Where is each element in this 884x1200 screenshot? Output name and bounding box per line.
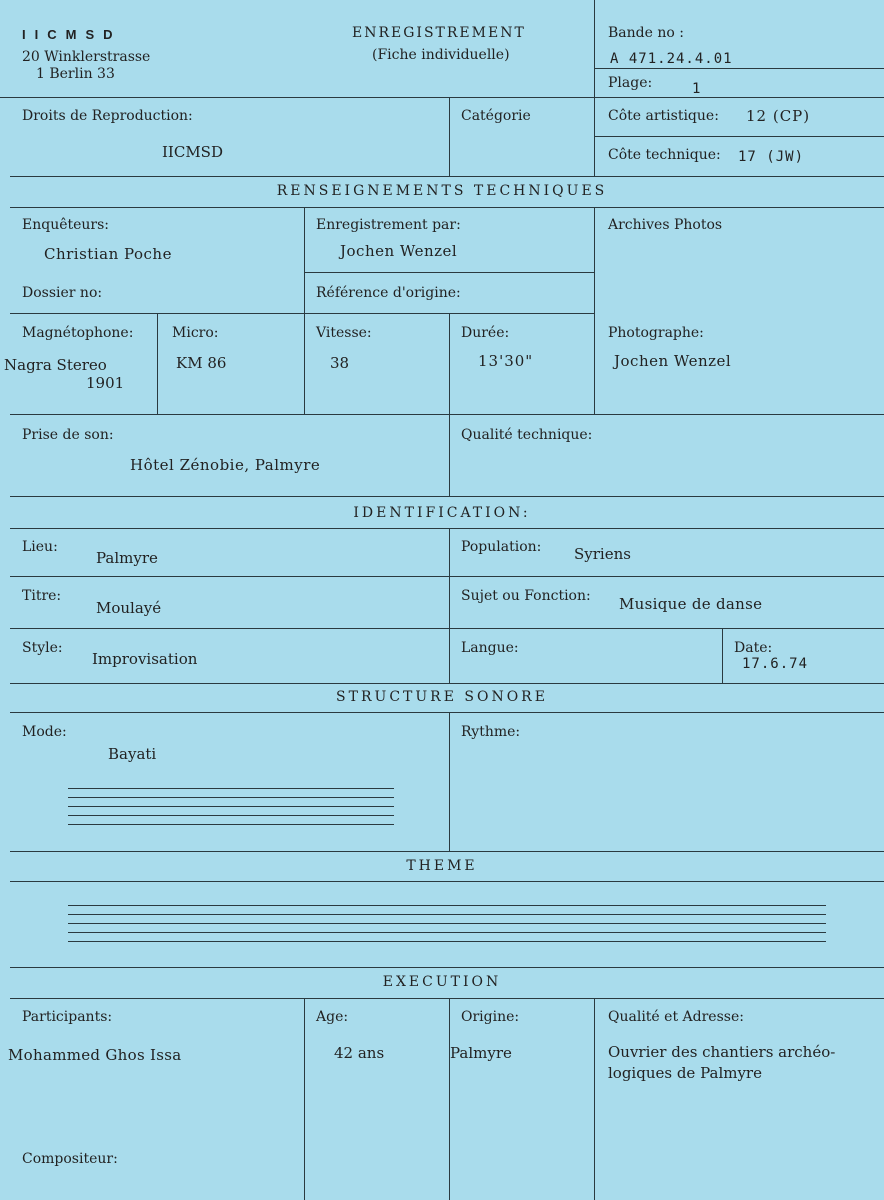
cote-artistique-value: 12 (CP) [746,107,811,125]
langue-label: Langue: [461,640,519,656]
lieu-value: Palmyre [96,549,158,567]
rule [304,272,594,273]
participants-label: Participants: [22,1009,113,1025]
rule [449,528,450,683]
address-line-1: 20 Winklerstrasse [22,49,151,65]
rule [449,998,450,1200]
section-structure-sonore: STRUCTURE SONORE [336,689,548,705]
bande-value: A 471.24.4.01 [610,51,733,67]
rythme-label: Rythme: [461,724,521,740]
origine-label: Origine: [461,1009,520,1025]
rule [594,136,884,137]
rule [10,528,884,529]
mode-label: Mode: [22,724,67,740]
population-value: Syriens [574,545,631,563]
rule [10,628,884,629]
sujet-value: Musique de danse [619,595,763,613]
age-value: 42 ans [334,1044,385,1062]
rule [10,207,884,208]
enqueteurs-label: Enquêteurs: [22,217,110,233]
duree-value: 13'30" [478,352,534,370]
rule [10,998,884,999]
mode-value: Bayati [108,745,157,763]
compositeur-label: Compositeur: [22,1151,118,1167]
droits-value: IICMSD [162,143,223,161]
rule [10,683,884,684]
titre-value: Moulayé [96,599,162,617]
rule [449,313,450,414]
rule [10,576,884,577]
rule [304,207,305,414]
photographe-label: Photographe: [608,325,704,341]
rule [10,176,884,177]
rule [10,414,884,415]
rule [10,881,884,882]
vitesse-value: 38 [330,354,350,372]
rule [594,998,595,1200]
org-name: IICMSD [22,27,122,42]
rule [449,712,450,851]
plage-value: 1 [692,81,702,97]
cote-artistique-label: Côte artistique: [608,108,719,124]
prise-de-son-value: Hôtel Zénobie, Palmyre [130,456,321,474]
rule [10,712,884,713]
magnetophone-value-2: 1901 [86,374,125,392]
rule [10,851,884,852]
participants-value: Mohammed Ghos Issa [8,1046,182,1064]
rule [10,313,594,314]
date-value: 17.6.74 [742,656,809,672]
age-label: Age: [316,1009,349,1025]
rule [594,207,595,414]
population-label: Population: [461,539,542,555]
vitesse-label: Vitesse: [316,325,372,341]
rule [10,496,884,497]
archives-label: Archives Photos [608,217,723,233]
rule [594,68,884,69]
titre-label: Titre: [22,588,62,604]
section-identification: IDENTIFICATION: [353,505,531,521]
photographe-value: Jochen Wenzel [614,352,732,370]
rule [449,414,450,496]
date-label: Date: [734,640,773,656]
cote-technique-value: 17 (JW) [738,149,805,165]
categorie-label: Catégorie [461,108,531,124]
rule [722,628,723,683]
magnetophone-value: Nagra Stereo [4,356,107,374]
qualite-adresse-value-2: logiques de Palmyre [608,1064,762,1082]
style-value: Improvisation [92,650,198,668]
rule [157,313,158,414]
origine-value: Palmyre [450,1044,512,1062]
droits-label: Droits de Reproduction: [22,108,193,124]
magnetophone-label: Magnétophone: [22,325,134,341]
lieu-label: Lieu: [22,539,58,555]
section-theme: THEME [406,858,478,874]
bande-label: Bande no : [608,25,684,41]
micro-value: KM 86 [176,354,227,372]
enqueteurs-value: Christian Poche [44,245,172,263]
qualite-adresse-value: Ouvrier des chantiers archéo- [608,1043,836,1061]
enregistrement-label: Enregistrement par: [316,217,461,233]
form-title: ENREGISTREMENT [352,25,526,41]
rule [449,97,450,176]
address-line-2: 1 Berlin 33 [36,66,115,82]
plage-label: Plage: [608,75,653,91]
micro-label: Micro: [172,325,219,341]
cote-technique-label: Côte technique: [608,147,721,163]
form-subtitle: (Fiche individuelle) [372,47,510,63]
sujet-label: Sujet ou Fonction: [461,588,591,604]
rule [594,0,595,176]
duree-label: Durée: [461,325,510,341]
dossier-label: Dossier no: [22,285,103,301]
rule [10,967,884,968]
qualite-adresse-label: Qualité et Adresse: [608,1009,744,1025]
style-label: Style: [22,640,63,656]
rule [304,998,305,1200]
qualite-technique-label: Qualité technique: [461,427,593,443]
prise-de-son-label: Prise de son: [22,427,114,443]
enregistrement-value: Jochen Wenzel [340,242,458,260]
section-renseignements: RENSEIGNEMENTS TECHNIQUES [276,183,608,199]
reference-label: Référence d'origine: [316,285,461,301]
rule [0,97,884,98]
section-execution: EXECUTION [382,974,502,990]
